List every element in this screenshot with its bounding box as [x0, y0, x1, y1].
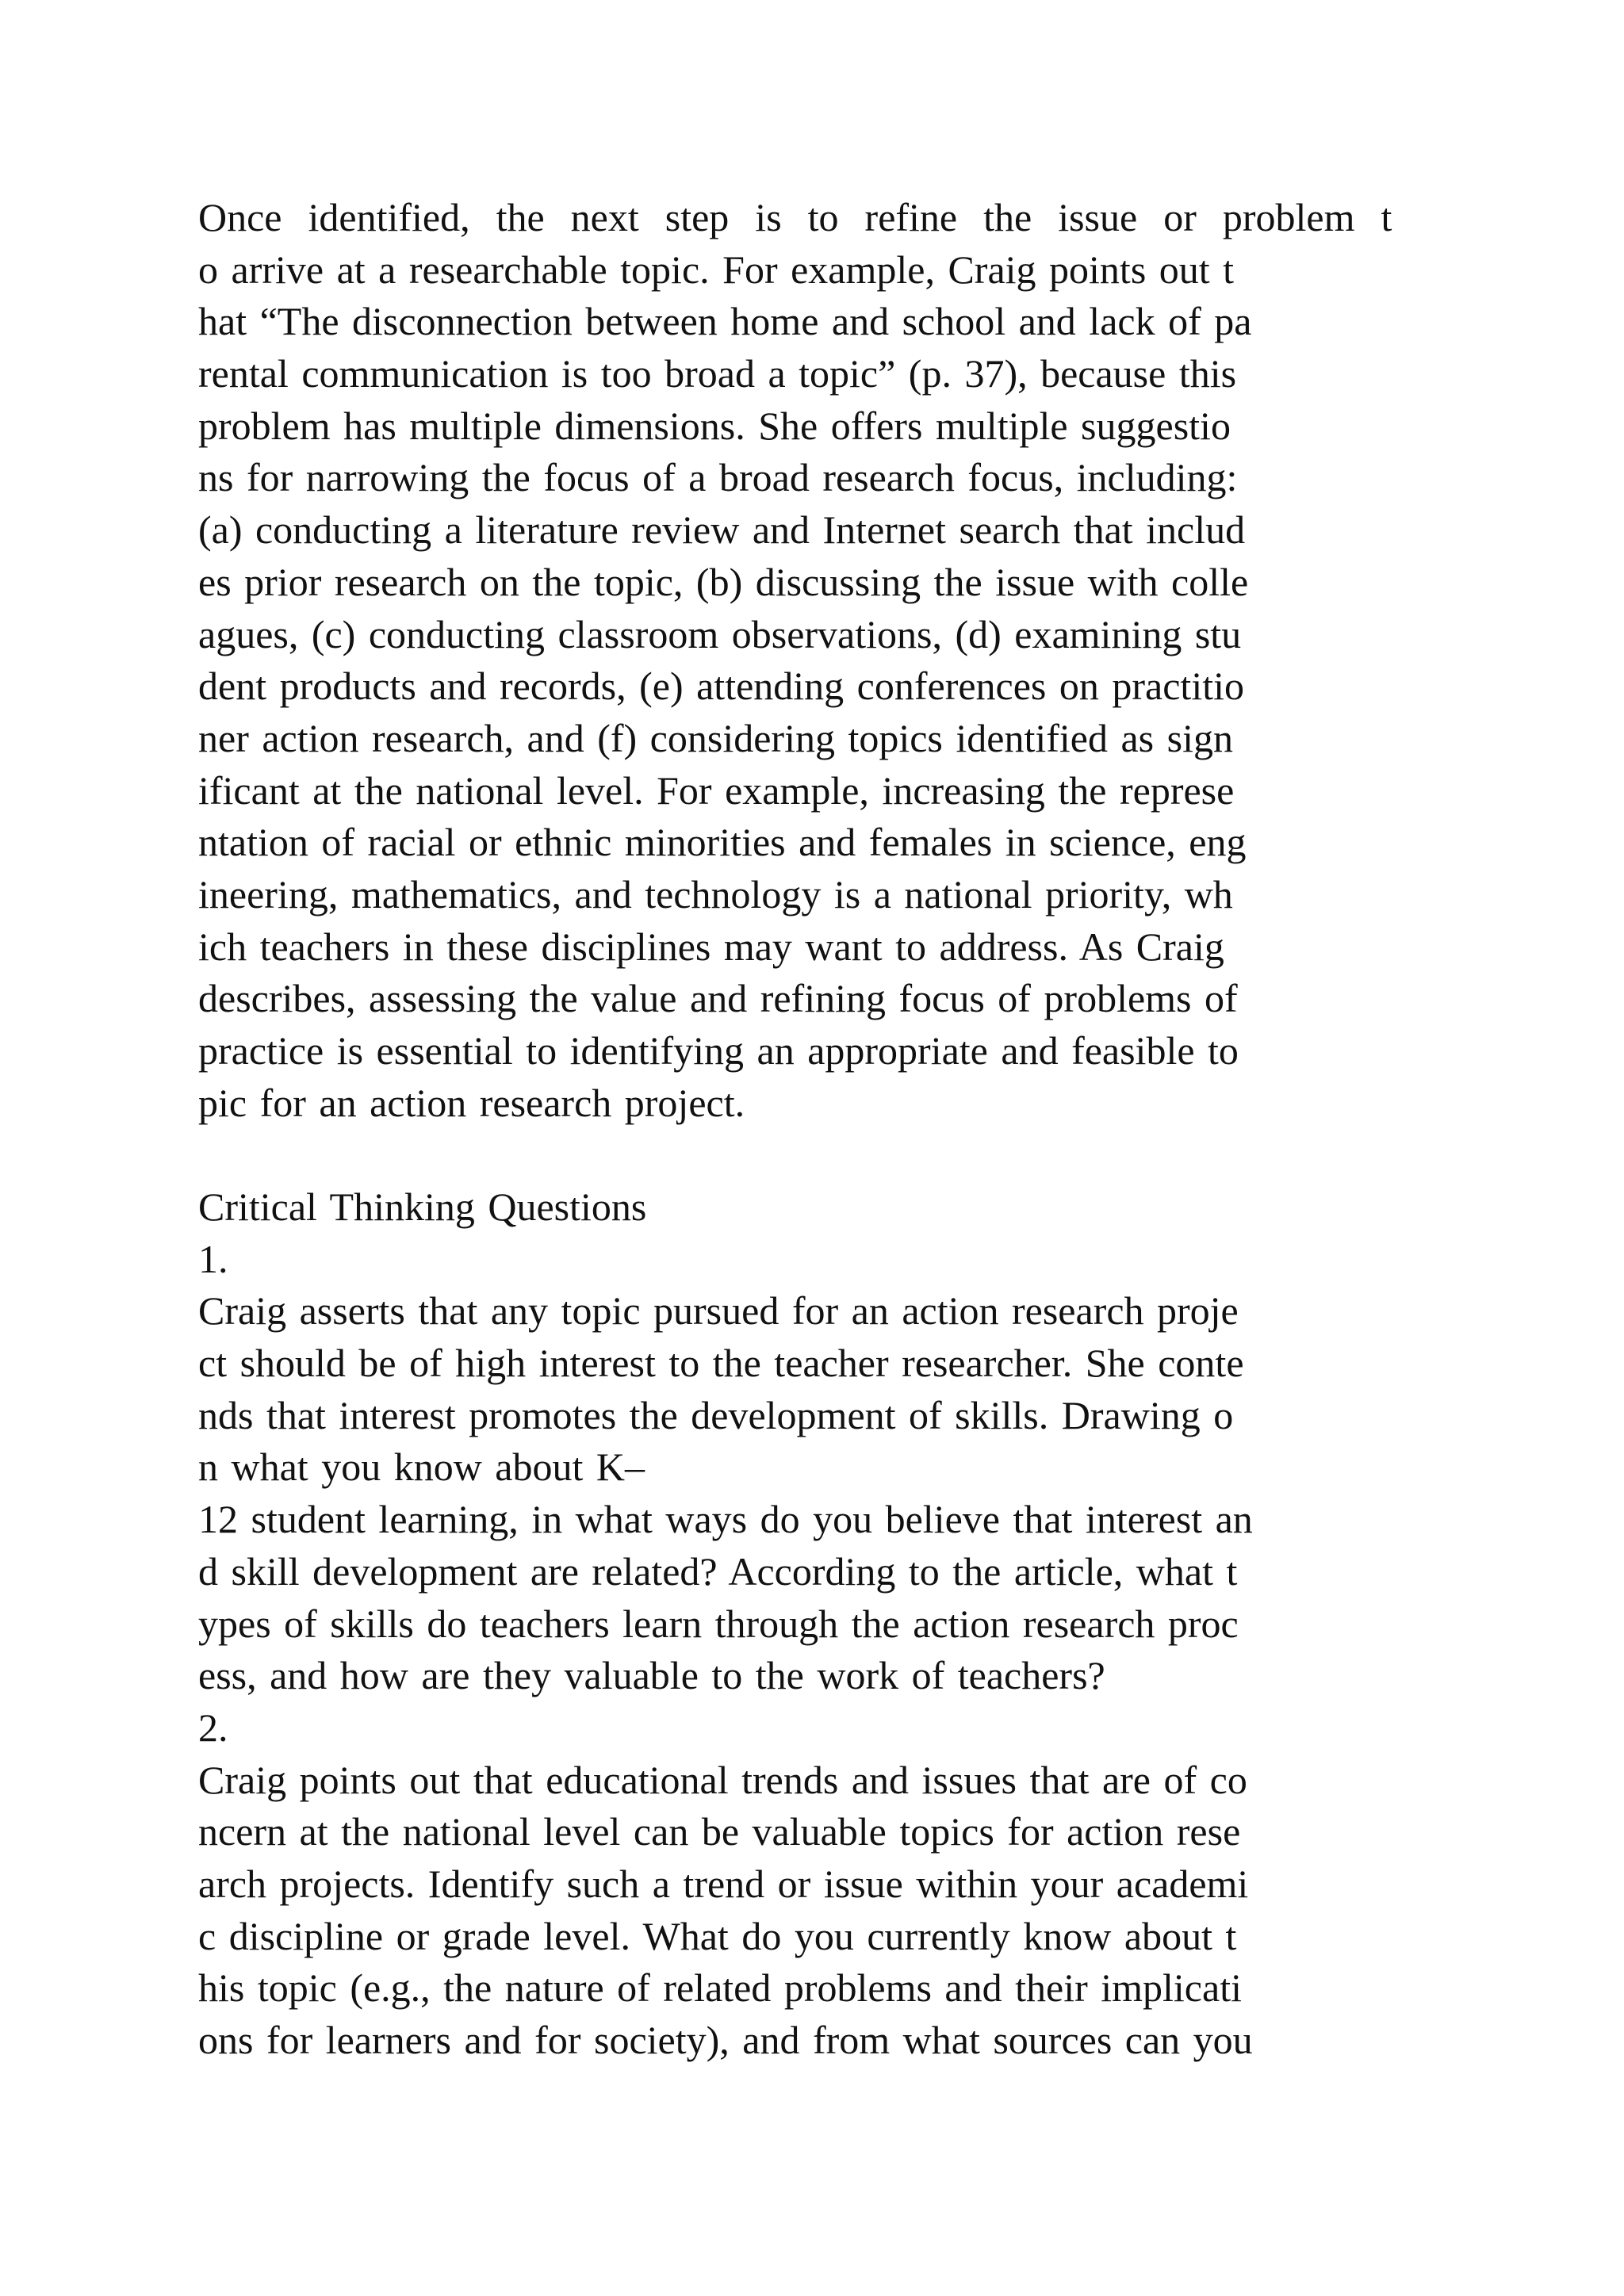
paragraph-line: ineering, mathematics, and technology is a national priority, wh: [198, 871, 1233, 916]
question-line: ess, and how are they valuable to the work of teachers?: [198, 1653, 1105, 1698]
paragraph-line: ificant at the national level. For example, increasing the represe: [198, 767, 1235, 813]
paragraph-line: agues, (c) conducting classroom observations, (d) examining stu: [198, 611, 1242, 656]
question-line: ct should be of high interest to the teacher researcher. She conte: [198, 1341, 1244, 1386]
critical-thinking-section: [198, 1181, 1451, 2067]
question-line: ncern at the national level can be valuable topics for action rese: [198, 1809, 1241, 1854]
question-line: 12 student learning, in what ways do you believe that interest an: [198, 1497, 1253, 1542]
question-line: Craig asserts that any topic pursued for an action research proje: [198, 1288, 1239, 1334]
question-number: 2.: [198, 1705, 228, 1750]
question-line: n what you know about K–: [198, 1445, 645, 1490]
paragraph-line: describes, assessing the value and refining focus of problems of: [198, 976, 1238, 1021]
question-line: ons for learners and for society), and from what sources can you: [198, 2018, 1253, 2062]
paragraph-line: ich teachers in these disciplines may want to address. As Craig: [198, 924, 1224, 969]
paragraph-line: problem has multiple dimensions. She offers multiple suggestio: [198, 403, 1231, 448]
question-line: Craig points out that educational trends and issues that are of co: [198, 1757, 1247, 1802]
paragraph-line: dent products and records, (e) attending conferences on practitio: [198, 664, 1244, 709]
paragraph-line: rental communication is too broad a topic” (p. 37), because this: [198, 351, 1237, 396]
question-number: 1.: [198, 1236, 228, 1281]
question-line: ypes of skills do teachers learn through the action research proc: [198, 1601, 1239, 1646]
paragraph-line: ner action research, and (f) considering topics identified as sign: [198, 715, 1233, 760]
paragraph-line: ntation of racial or ethnic minorities and females in science, eng: [198, 820, 1247, 865]
paragraph-line: practice is essential to identifying an appropriate and feasible to: [198, 1028, 1239, 1073]
question-line: arch projects. Identify such a trend or issue within your academi: [198, 1861, 1249, 1906]
section-heading: Critical Thinking Questions: [198, 1184, 647, 1229]
paragraph-line: pic for an action research project.: [198, 1080, 745, 1125]
question-line: d skill development are related? According to the article, what t: [198, 1548, 1238, 1594]
question-line: c discipline or grade level. What do you currently know about t: [198, 1913, 1237, 1958]
paragraph-line: Once identified, the next step is to refine the issue or problem t: [198, 195, 1392, 239]
body-paragraph: [198, 192, 1451, 1129]
paragraph-line: hat “The disconnection between home and school and lack of pa: [198, 299, 1252, 344]
question-line: his topic (e.g., the nature of related problems and their implicati: [198, 1965, 1242, 2011]
paragraph-line: es prior research on the topic, (b) discussing the issue with colle: [198, 559, 1249, 604]
question-line: nds that interest promotes the development of skills. Drawing o: [198, 1392, 1234, 1437]
paragraph-line: (a) conducting a literature review and Internet search that includ: [198, 507, 1246, 553]
paragraph-line: o arrive at a researchable topic. For example, Craig points out t: [198, 247, 1235, 292]
paragraph-line: ns for narrowing the focus of a broad research focus, including:: [198, 455, 1238, 500]
